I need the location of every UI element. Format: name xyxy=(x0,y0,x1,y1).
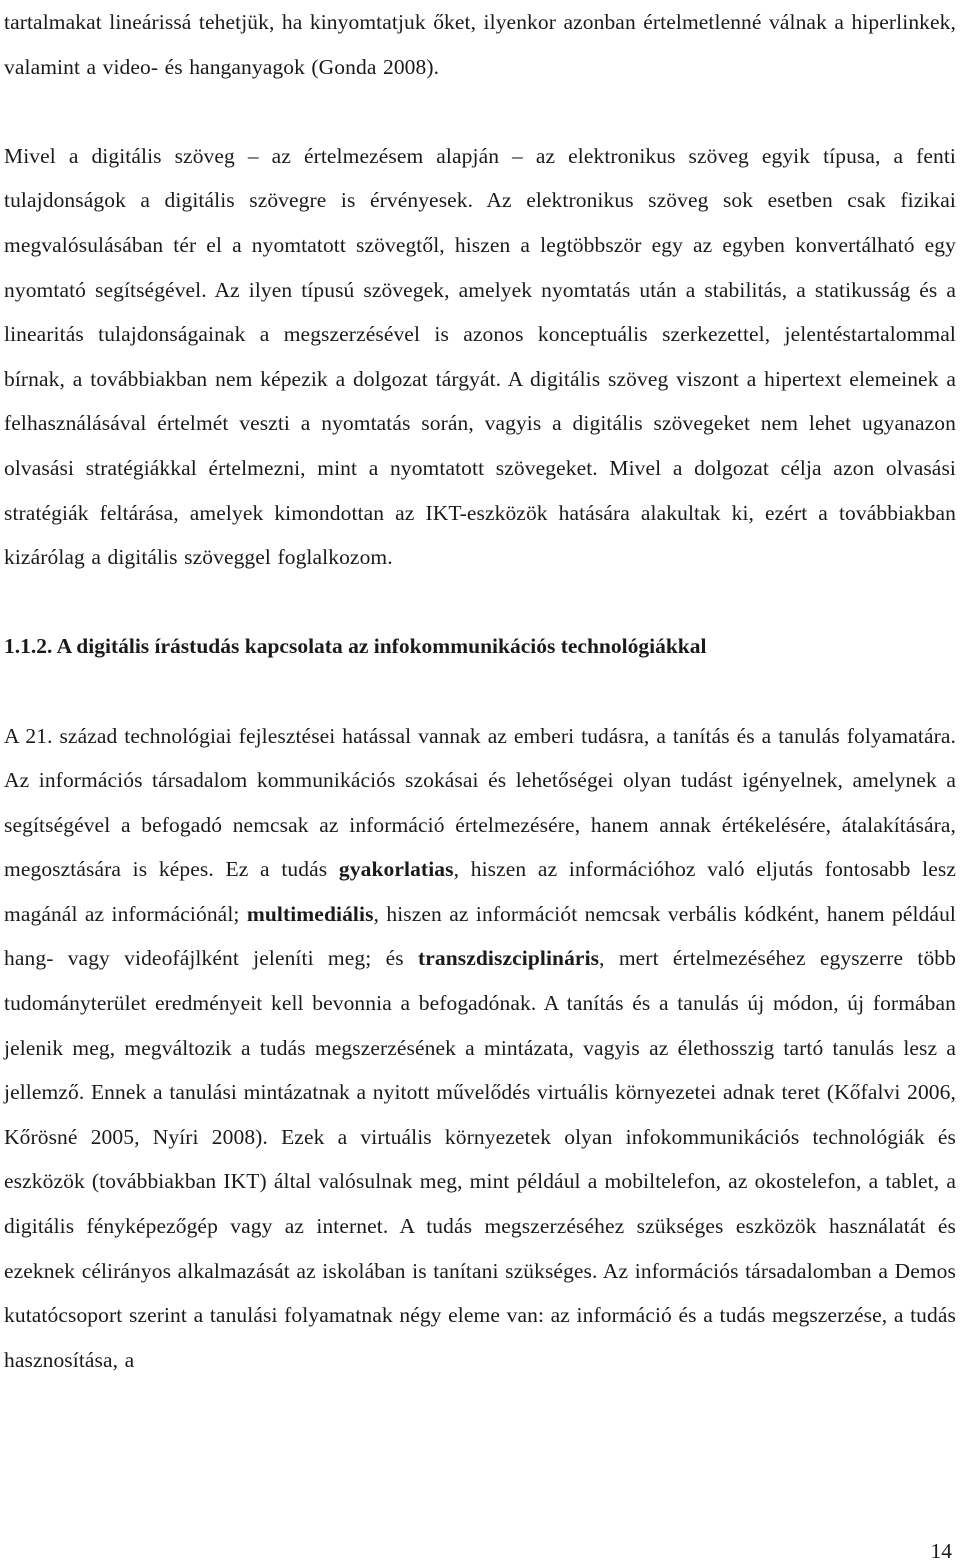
bold-term-multimedial: multimediális xyxy=(246,901,374,926)
paragraph-digital-text: Mivel a digitális szöveg – az értelmezésem alapján – az elektronikus szöveg egyik típusa, a fenti tulajdonságok a digitális szövegre is érvényesek. Az elektronikus szöveg sok esetben csak fizikai megvalósulásában tér el a nyomtatott szövegtől, hiszen a legtöbbször egy az egyben konvertálható egy nyomtató segítségével. Az ilyen típusú szövegek, amelyek nyomtatás után a stabilitás, a statikusság és a linearitás tulajdonságainak a megszerzésével is azonos konceptuális szerkezettel, jelentéstartalommal bírnak, a továbbiakban nem képezik a dolgozat tárgyát. A digitális szöveg viszont a hipertext elemeinek a felhasználásával értelmét veszti a nyomtatás során, vagyis a digitális szövegeket nem lehet ugyanazon olvasási stratégiákkal értelmezni, mint a nyomtatott szövegeket. Mivel a dolgozat célja azon olvasási stratégiák feltárása, amelyek kimondottan az IKT-eszközök hatására alakultak ki, ezért a továbbiakban kizárólag a digitális szöveggel foglalkozom. xyxy=(4,143,956,570)
paragraph-text: , mert értelmezéséhez egyszerre több tudományterület eredményeit kell bevonnia a befogadónak. A tanítás és a tanulás új módon, új formában jelenik meg, megváltozik a tudás megszerzésének a mintázata, vagyis az élethosszig tartó tanulás lesz a jellemző. Ennek a tanulási mintázatnak a nyitott művelődés virtuális környezetei adnak teret (Kőfalvi 2006, Kőrösné 2005, Nyíri 2008). Ezek a virtuális környezetek olyan infokommunikációs technológiák és eszközök (továbbiakban IKT) által valósulnak meg, mint például a mobiltelefon, az okostelefon, a tablet, a digitális fényképezőgép vagy az internet. A tudás megszerzéséhez szükséges eszközök használatát és ezeknek célirányos alkalmazását az iskolában is tanítani szükséges. Az információs társadalomban a Demos kutatócsoport szerint a tanulási folyamatnak négy eleme van: az információ és a tudás megszerzése, a tudás hasznosítása, a xyxy=(4,946,956,1372)
paragraph-continued: tartalmakat lineárissá tehetjük, ha kinyomtatjuk őket, ilyenkor azonban értelmetlenné válnak a hiperlinkek, valamint a video- és hanganyagok (Gonda 2008). xyxy=(4,10,956,79)
paragraph-text: A 21. század technológiai fejlesztései hatással vannak az emberi tudásra, a tanítás és a tanulás folyamatára. Az információs társadalom kommunikációs szokásai és lehetőségei olyan tudást igényelnek, amelynek a segítségével a befogadó nemcsak az információ értelmezésére, hanem annak értékelésére, átalakítására, megosztására is képes. Ez a tudás xyxy=(4,723,956,882)
paragraph-text: , hiszen az információhoz való eljutás fontosabb lesz magánál az információnál; xyxy=(4,857,956,926)
paragraph-gap xyxy=(4,89,956,134)
page-number: 14 xyxy=(930,1539,952,1563)
bold-term-transdisciplinary: transzdiszciplináris xyxy=(417,946,600,971)
section-gap xyxy=(4,580,956,625)
section-number: 1.1.2. xyxy=(4,634,53,659)
section-heading xyxy=(4,624,956,669)
paragraph-text: , hiszen az információt nemcsak verbális kódként, hanem például hang- vagy videofájlként jeleníti meg; és xyxy=(4,901,956,971)
section-gap xyxy=(4,669,956,714)
bold-term-practical: gyakorlatias xyxy=(338,857,454,882)
paragraph-ict xyxy=(4,714,956,1383)
section-title: A digitális írástudás kapcsolata az infokommunikációs technológiákkal xyxy=(56,634,707,659)
document-page xyxy=(4,0,956,1382)
